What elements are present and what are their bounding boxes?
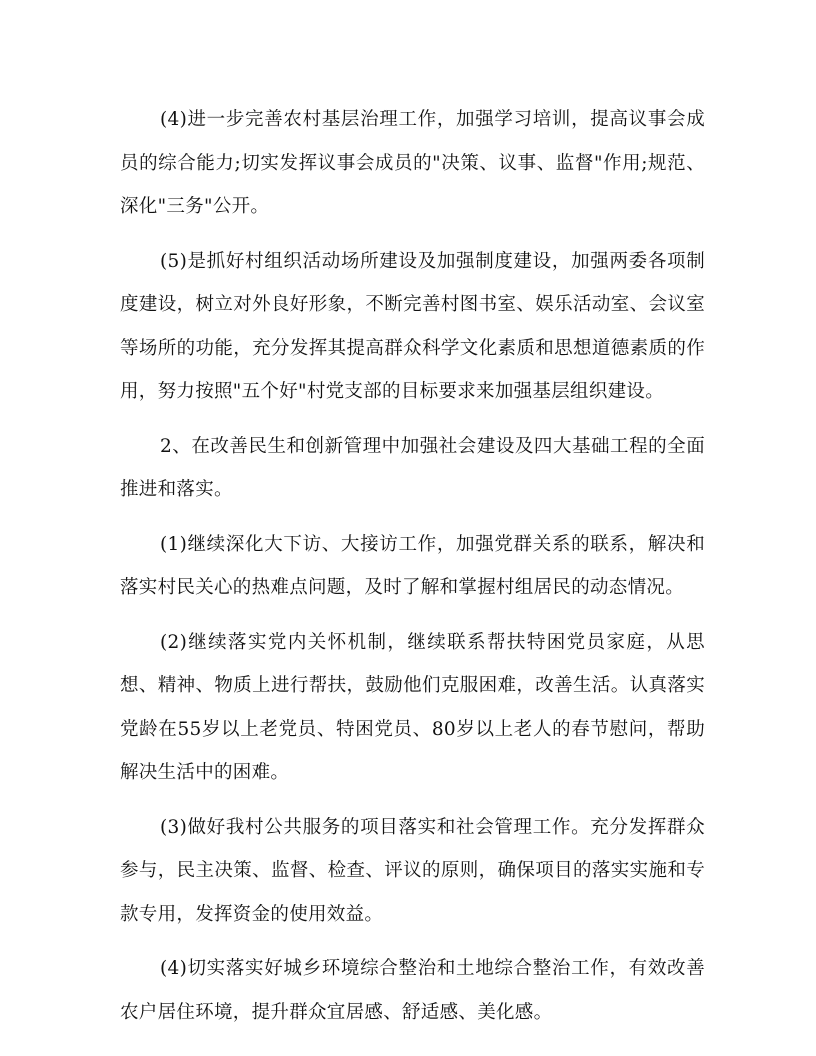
paragraph-item-4-governance: (4)进一步完善农村基层治理工作，加强学习培训，提高议事会成员的综合能力;切实发挥议事会成员的"决策、议事、监督"作用;规范、深化"三务"公开。 bbox=[120, 109, 705, 217]
paragraph-item-4-environment: (4)切实落实好城乡环境综合整治和土地综合整治工作，有效改善农户居住环境，提升群众宜居感、舒适感、美化感。 bbox=[120, 958, 705, 1023]
paragraph-item-1-visits: (1)继续深化大下访、大接访工作，加强党群关系的联系，解决和落实村民关心的热难点问题，及时了解和掌握村组居民的动态情况。 bbox=[120, 533, 705, 598]
paragraph-item-5-facilities: (5)是抓好村组织活动场所建设及加强制度建设，加强两委各项制度建设，树立对外良好形象，不断完善村图书室、娱乐活动室、会议室等场所的功能，充分发挥其提高群众科学文化素质和思想道德素质的作用，努力按照"五个好"村党支部的目标要求来加强基层组织建设。 bbox=[120, 250, 705, 402]
paragraph-item-2-care-mechanism: (2)继续落实党内关怀机制，继续联系帮扶特困党员家庭，从思想、精神、物质上进行帮扶，鼓励他们克服困难，改善生活。认真落实党龄在55岁以上老党员、特困党员、80岁以上老人的春节慰问，帮助解决生活中的困难。 bbox=[120, 631, 705, 783]
document-body bbox=[120, 98, 705, 1045]
paragraph-item-3-public-service: (3)做好我村公共服务的项目落实和社会管理工作。充分发挥群众参与，民主决策、监督、检查、评议的原则，确保项目的落实实施和专款专用，发挥资金的使用效益。 bbox=[120, 816, 705, 925]
section-heading-2-social-construction: 2、在改善民生和创新管理中加强社会建设及四大基础工程的全面推进和落实。 bbox=[120, 435, 705, 500]
